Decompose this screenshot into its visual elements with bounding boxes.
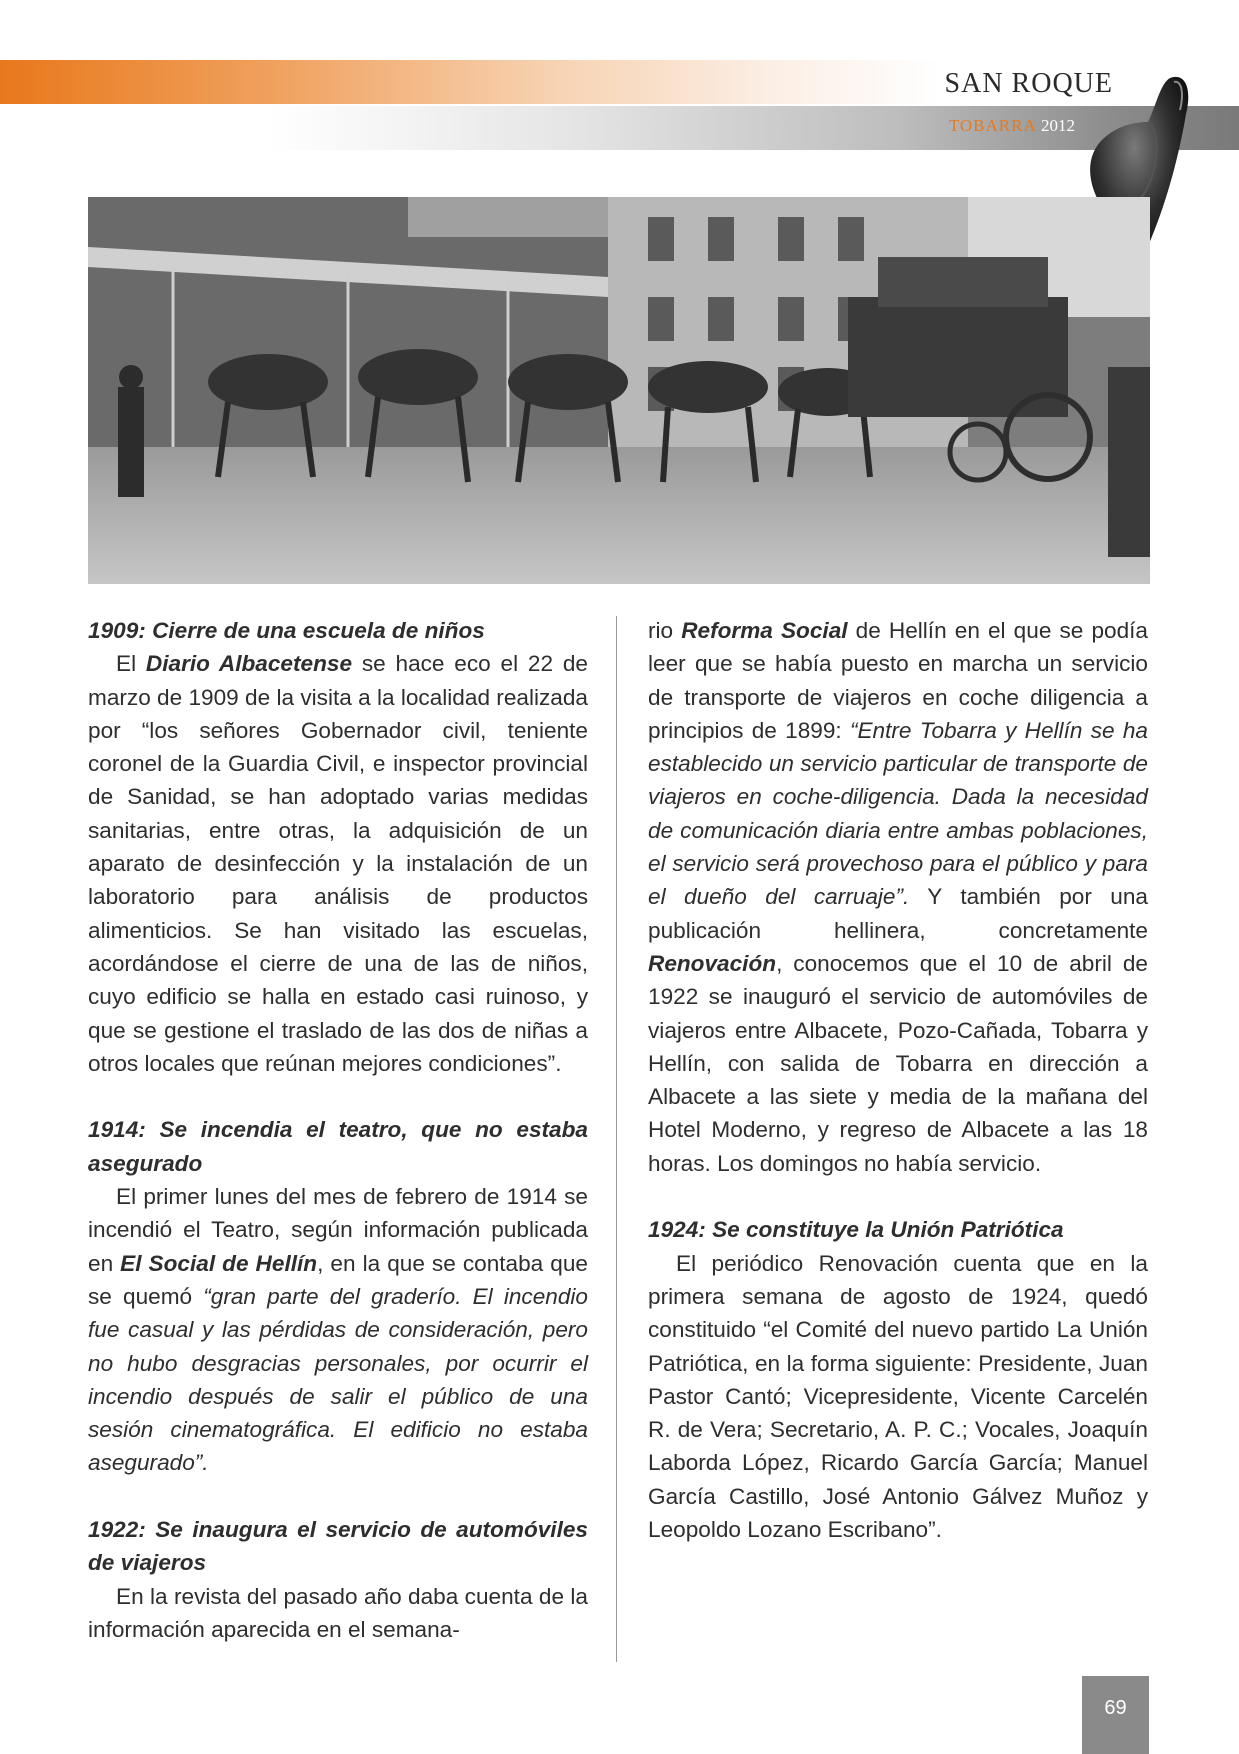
quote-1899: “Entre Tobarra y Hellín se ha establecido un servicio particular de transporte de viajeros en coche-diligencia. Dada la necesidad de comunicación diaria entre ambas poblaciones, el servicio será provechoso para el público y para el dueño del carruaje”.	[648, 717, 1148, 910]
quote-1914: “gran parte del graderío. El incendio fue casual y las pérdidas de consideración, pero no hubo desgracias personales, por ocurrir el incendio después de salir el público de una sesión cinematográfica. El edificio no estaba asegurado”.	[88, 1283, 588, 1476]
issue-year: 2012	[1041, 116, 1075, 135]
paragraph-1924: El periódico Renovación cuenta que en la primera semana de agosto de 1924, quedó constituido “el Comité del nuevo partido La Unión Patriótica, en la forma siguiente: Presidente, Juan Pastor Cantó; Vicepresidente, Vicente Carcelén R. de Vera; Secretario, A. P. C.; Vocales, Joaquín Laborda López, Ricardo García García; Manuel García Castillo, José Antonio Gálvez Muñoz y Leopoldo Lozano Escribano”.	[648, 1250, 1148, 1543]
paragraph-1922-continued: rio Reforma Social de Hellín en el que se podía leer que se había puesto en marcha un servicio de transporte de viajeros en coche diligencia a principios de 1899: “Entre Tobarra y Hellín se ha establecido un servicio particular de transporte de viajeros en coche-diligencia. Dada la necesidad de comunicación diaria entre ambas poblaciones, el servicio será provechoso para el público y para el dueño del carruaje”. Y también por una publicación hellinera, concretamente Renovación, conocemos que el 10 de abril de 1922 se inauguró el servicio de automóviles de viajeros entre Albacete, Pozo-Cañada, Tobarra y Hellín, con salida de Tobarra en dirección a Albacete a las siete y media de la mañana del Hotel Moderno, y regreso de Albacete a las 18 horas. Los domingos no había servicio.	[648, 618, 1148, 1176]
section-heading-1922: 1922: Se inaugura el servicio de automóviles de viajeros	[88, 1517, 588, 1576]
paragraph-1909: El Diario Albacetense se hace eco el 22 de marzo de 1909 de la visita a la localidad realizada por “los señores Gobernador civil, teniente coronel de la Guardia Civil, e inspector provincial de Sanidad, se han adoptado varias medidas sanitarias, entre otras, la adquisición de un aparato de desinfección y la instalación de un laboratorio para análisis de productos alimenticios. Se han visitado las escuelas, acordándose el cierre de una de las de niños, cuyo edificio se halla en estado casi ruinoso, y que se gestione el traslado de las dos de niñas a otros locales que reúnan mejores condiciones”.	[88, 651, 589, 1076]
town-name: TOBARRA	[948, 116, 1037, 135]
section-heading-1914: 1914: Se incendia el teatro, que no estaba asegurado	[88, 1117, 588, 1176]
source-diario-albacetense: Diario Albacetense	[145, 651, 353, 677]
source-reforma-social: Reforma Social	[681, 618, 848, 643]
source-el-social-de-hellin: El Social de Hellín	[120, 1250, 318, 1276]
magazine-subtitle	[949, 116, 1075, 136]
paragraph-1922-start: En la revista del pasado año daba cuenta de la información aparecida en el semana-	[88, 1583, 588, 1642]
magazine-title: SAN ROQUE	[944, 68, 1113, 99]
right-column	[648, 614, 1148, 1546]
paragraph-1914: El primer lunes del mes de febrero de 1914 se incendió el Teatro, según información publicada en El Social de Hellín, en la que se contaba que se quemó “gran parte del graderío. El incendio fue casual y las pérdidas de consideración, pero no hubo desgracias personales, por ocurrir el incendio después de salir el público de una sesión cinematográfica. El edificio no estaba asegurado”.	[88, 1184, 588, 1476]
left-column	[88, 614, 588, 1646]
source-renovacion: Renovación	[648, 950, 777, 976]
section-heading-1924: 1924: Se constituye la Unión Patriótica	[648, 1217, 1064, 1243]
page-number: 69	[1082, 1676, 1149, 1754]
historic-photo-carriage	[88, 197, 1150, 584]
column-divider	[616, 616, 617, 1662]
section-heading-1909: 1909: Cierre de una escuela de niños	[88, 618, 485, 643]
